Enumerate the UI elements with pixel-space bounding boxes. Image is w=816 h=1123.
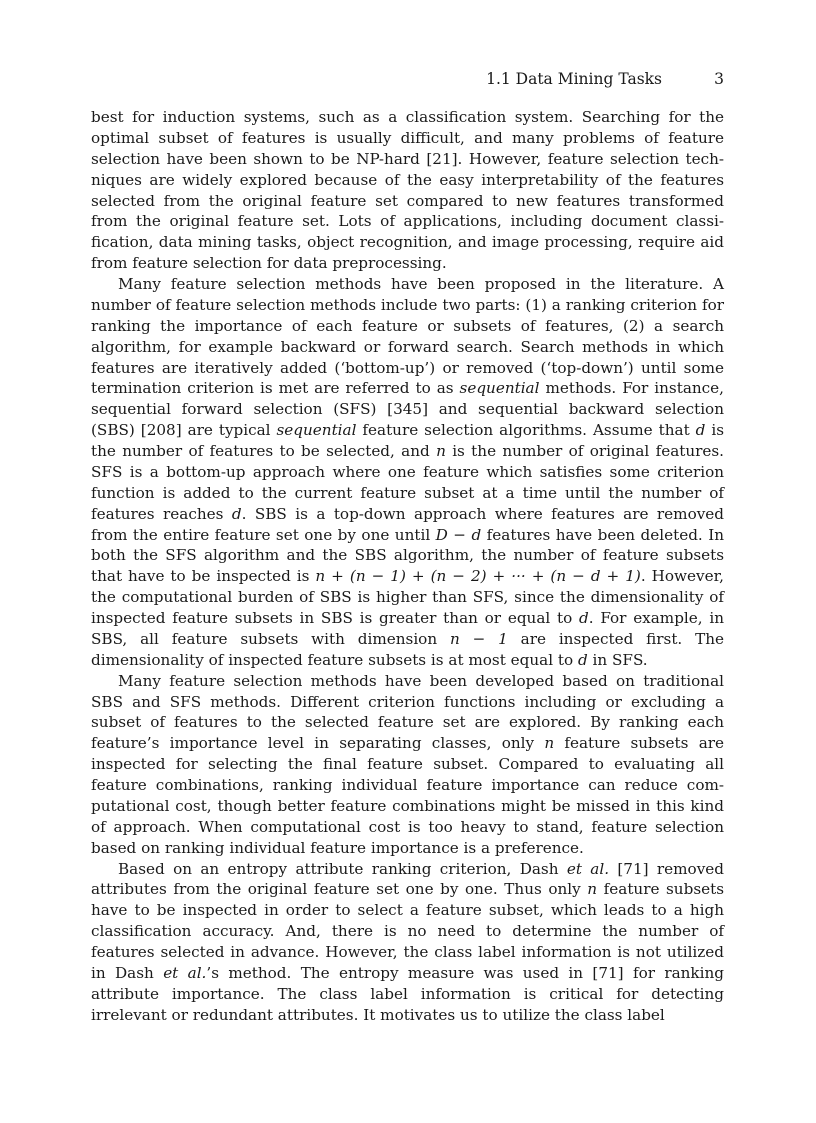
paragraph bbox=[91, 274, 724, 671]
italic-text: D − d bbox=[435, 525, 482, 544]
italic-text: n bbox=[436, 442, 446, 460]
italic-text: sequential bbox=[459, 379, 540, 398]
body-text bbox=[91, 107, 724, 1026]
italic-text: d bbox=[579, 609, 589, 627]
text-run: feature selection algorithms. Assume that bbox=[356, 421, 696, 440]
italic-text: et al. bbox=[566, 859, 610, 878]
text-run: methods. For instance, sequential forward selection (SFS) [345] and sequential backward selection (SBS) [208] are typical bbox=[91, 379, 724, 440]
italic-text: n − 1 bbox=[449, 629, 508, 648]
text-run: feature subsets have to be inspected in order to select a feature subset, which leads to a high classification accuracy. And, there is no need to determine the number of features selected in advance. However, the class label information is not utilized in Dash bbox=[91, 880, 724, 982]
italic-text: et al. bbox=[163, 963, 207, 982]
italic-text: d bbox=[231, 504, 242, 523]
text-run: [71] removed attributes from the original feature set one by one. Thus only bbox=[91, 859, 724, 899]
text-run: . SBS is a top-down approach where features are removed from the entire feature set one by one until bbox=[91, 504, 724, 544]
italic-text: n + (n − 1) + (n − 2) + ··· + (n − d + 1) bbox=[315, 567, 641, 586]
text-run: feature subsets are inspected for selecting the final feature subset. Compared to evaluating all feature combinations, ranking individual feature importance can reduce computational cost, though better feature combinations might be missed in this kind of approach. When computational cost is too heavy to stand, feature selection based on ranking individual feature importance is a preference. bbox=[91, 734, 724, 857]
text-run: are inspected first. The dimensionality of inspected feature subsets is at most equal to bbox=[91, 629, 724, 669]
italic-text: d bbox=[695, 421, 706, 440]
paragraph bbox=[91, 859, 724, 1026]
paragraph bbox=[91, 671, 724, 859]
text-run: best for induction systems, such as a classification system. Searching for the optimal subset of features is usually difficult, and many problems of feature selection have been shown to be NP-hard [21]. However, feature selection techniques are widely explored because of the easy interpretability of the features selected from the original feature set compared to new features transformed from the original feature set. Lots of applications, including document classification, data mining tasks, object recognition, and image processing, require aid from feature selection for data preprocessing. bbox=[91, 108, 724, 273]
text-run: Many feature selection methods have been developed based on traditional SBS and SFS methods. Different criterion functions including or excluding a subset of features to the selected feature set are explored. By ranking each feature’s importance level in separating classes, only bbox=[91, 671, 724, 753]
text-run: in SFS. bbox=[587, 650, 648, 669]
running-header-section-title: 1.1 Data Mining Tasks bbox=[486, 70, 662, 88]
italic-text: n bbox=[587, 880, 598, 899]
running-header bbox=[91, 70, 724, 90]
text-run: Based on an entropy attribute ranking criterion, Dash bbox=[118, 859, 567, 878]
page-number: 3 bbox=[714, 70, 724, 88]
paragraph bbox=[91, 107, 724, 274]
text-run: is the number of features to be selected, and bbox=[91, 421, 725, 460]
italic-text: d bbox=[577, 650, 588, 669]
text-run: Many feature selection methods have been proposed in the literature. A number of feature selection methods include two parts: (1) a ranking criterion for ranking the importance of each feature or subsets of features, (2) a search algorithm, for example backward or forward search. Search methods in which features are iteratively added (‘bottom-up’) or removed (‘top-down’) until some termination criterion is met are referred to as bbox=[91, 275, 724, 398]
text-run: features have been deleted. In both the SFS algorithm and the SBS algorithm, the number of feature subsets that have to be inspected is bbox=[91, 525, 724, 586]
italic-text: sequential bbox=[276, 421, 357, 440]
text-run: . However, the computational burden of SBS is higher than SFS, since the dimensionality of inspected feature subsets in SBS is greater than or equal to bbox=[91, 567, 725, 627]
text-run: ’s method. The entropy measure was used in [71] for ranking attribute importance. The class label information is critical for detecting irrelevant or redundant attributes. It motivates us to utilize the class label bbox=[91, 963, 724, 1024]
text-run: . For example, in SBS, all feature subsets with dimension bbox=[91, 609, 724, 648]
italic-text: n bbox=[544, 734, 555, 753]
text-run: is the number of original features. SFS is a bottom-up approach where one feature which satisfies some criterion function is added to the current feature subset at a time until the number of features reaches bbox=[91, 442, 725, 523]
